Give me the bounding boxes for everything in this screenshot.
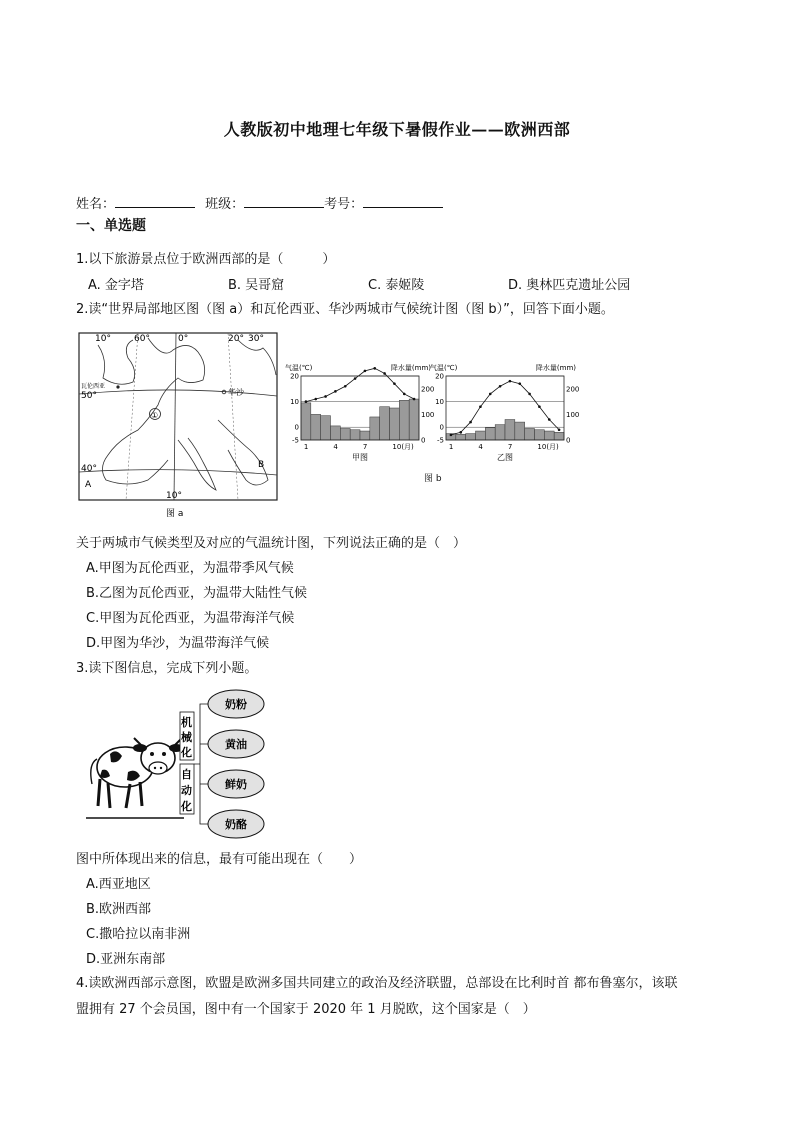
yi-precip-tick: 100 bbox=[566, 410, 580, 419]
q1-stem: 1.以下旅游景点位于欧洲西部的是（ ） bbox=[76, 252, 336, 267]
yi-temp-point bbox=[558, 428, 561, 431]
jia-temp-point bbox=[344, 385, 347, 388]
jia-temp-tick: -5 bbox=[292, 436, 299, 445]
yi-temp-point bbox=[509, 380, 512, 383]
lon-label-0: 0° bbox=[178, 334, 189, 344]
jia-month-tick: 4 bbox=[333, 443, 338, 451]
jia-precip-tick: 100 bbox=[421, 410, 435, 419]
yi-precip-tick: 200 bbox=[566, 385, 580, 394]
jia-precip-bar bbox=[321, 416, 331, 440]
section-heading: 一、单选题 bbox=[76, 218, 146, 234]
warsaw-label: 华沙 bbox=[228, 388, 244, 397]
figure-a-map bbox=[78, 330, 290, 520]
jia-temp-point bbox=[334, 390, 337, 393]
q2-sub-stem: 关于两城市气候类型及对应的气温统计图，下列说法正确的是（ ） bbox=[76, 536, 467, 551]
jia-precip-bar bbox=[301, 403, 311, 440]
chart-yi bbox=[428, 362, 590, 472]
name-label: 姓名： bbox=[76, 197, 116, 212]
valencia-dot bbox=[116, 385, 119, 388]
product-cheese: 奶酪 bbox=[225, 818, 247, 831]
q2-option-c[interactable]: C.甲图为瓦伦西亚，为温带海洋气候 bbox=[86, 611, 295, 626]
jia-precip-bar bbox=[380, 407, 390, 440]
yi-temp-point bbox=[459, 431, 462, 434]
yi-month-tick: 10(月) bbox=[537, 443, 559, 451]
jia-left-axis-label: 气温(℃) bbox=[285, 364, 313, 372]
yi-temp-point bbox=[518, 382, 521, 385]
q3-option-c[interactable]: C.撒哈拉以南非洲 bbox=[86, 927, 191, 942]
q2-option-a[interactable]: A.甲图为瓦伦西亚，为温带季风气候 bbox=[86, 561, 294, 576]
jia-temp-point bbox=[324, 395, 327, 398]
jia-precip-bar bbox=[311, 414, 321, 440]
yi-precip-bar bbox=[456, 434, 466, 440]
name-blank[interactable] bbox=[115, 195, 195, 208]
q4-stem-line-2: 盟拥有 27 个会员国，图中有一个国家于 2020 年 1 月脱欧，这个国家是（ ） bbox=[76, 1002, 536, 1017]
jia-temp-tick: 0 bbox=[294, 423, 299, 432]
q1-option-a[interactable]: A. 金字塔 bbox=[88, 278, 144, 293]
dairy-diagram bbox=[80, 684, 280, 840]
number-blank[interactable] bbox=[363, 195, 443, 208]
jia-temp-point bbox=[373, 367, 376, 370]
class-blank[interactable] bbox=[244, 195, 324, 208]
mechanized-char-3: 化 bbox=[181, 746, 192, 759]
q1-option-c[interactable]: C. 泰姬陵 bbox=[368, 278, 425, 293]
lon-label-10-west: 10° bbox=[95, 334, 111, 344]
jia-month-tick: 7 bbox=[362, 443, 368, 451]
class-label: 班级： bbox=[205, 197, 245, 212]
yi-temp-point bbox=[528, 393, 531, 396]
yi-temp-tick: 20 bbox=[435, 372, 444, 381]
jia-precip-bar bbox=[370, 417, 380, 440]
yi-precip-tick: 0 bbox=[566, 436, 571, 445]
jia-precip-bar bbox=[399, 400, 409, 440]
q2-option-b[interactable]: B.乙图为瓦伦西亚，为温带大陆性气候 bbox=[86, 586, 308, 601]
jia-temp-line bbox=[306, 368, 414, 401]
point-b-label: B bbox=[258, 460, 265, 470]
automated-char-1: 自 bbox=[181, 768, 192, 781]
yi-precip-bar bbox=[544, 431, 554, 440]
jia-title: 甲图 bbox=[352, 453, 368, 462]
yi-precip-bar bbox=[476, 431, 486, 440]
q3-option-b[interactable]: B.欧洲西部 bbox=[86, 902, 152, 917]
yi-temp-point bbox=[548, 418, 551, 421]
lon-label-bottom: 10° bbox=[166, 491, 182, 501]
yi-precip-bar bbox=[525, 428, 535, 440]
q4-stem-line-1: 4.读欧洲西部示意图，欧盟是欧洲多国共同建立的政治及经济联盟，总部设在比利时首 都布鲁塞尔，该联 bbox=[76, 976, 678, 991]
q3-option-d[interactable]: D.亚洲东南部 bbox=[86, 952, 166, 967]
yi-temp-tick: -5 bbox=[437, 436, 444, 445]
yi-temp-tick: 0 bbox=[439, 423, 444, 432]
product-fresh-milk: 鲜奶 bbox=[225, 778, 247, 791]
yi-precip-bar bbox=[466, 434, 476, 440]
jia-temp-point bbox=[354, 377, 357, 380]
q2-stem: 2.读“世界局部地区图（图 a）和瓦伦西亚、华沙两城市气候统计图（图 b）”，回答下面小题。 bbox=[76, 302, 614, 317]
yi-month-tick: 1 bbox=[448, 443, 454, 451]
figure-a-caption: 图 a bbox=[166, 509, 184, 519]
q1-option-d[interactable]: D. 奥林匹克遗址公园 bbox=[508, 278, 631, 293]
map-frame bbox=[79, 333, 277, 500]
chart-jia bbox=[283, 362, 445, 472]
jia-precip-bar bbox=[390, 408, 400, 440]
q2-option-d[interactable]: D.甲图为华沙，为温带海洋气候 bbox=[86, 636, 270, 651]
jia-temp-point bbox=[364, 370, 367, 373]
student-info-line bbox=[76, 193, 443, 212]
jia-precip-tick: 0 bbox=[421, 436, 426, 445]
jia-precip-bar bbox=[350, 430, 360, 440]
jia-temp-point bbox=[314, 398, 317, 401]
valencia-label: 瓦伦西亚 bbox=[81, 383, 106, 390]
product-butter: 黄油 bbox=[225, 738, 247, 751]
automated-char-3: 化 bbox=[181, 800, 192, 813]
lon-label-20: 20° bbox=[228, 334, 244, 344]
lon-label-60: 60° bbox=[134, 334, 150, 344]
q3-sub-stem: 图中所体现出来的信息，最有可能出现在（ ） bbox=[76, 852, 363, 867]
yi-precip-bar bbox=[505, 420, 515, 440]
yi-title: 乙图 bbox=[497, 453, 513, 462]
jia-temp-point bbox=[413, 398, 416, 401]
marker-1-label: ① bbox=[151, 411, 159, 420]
lon-label-30: 30° bbox=[248, 334, 264, 344]
lat-label-50: 50° bbox=[81, 391, 97, 401]
yi-temp-point bbox=[479, 405, 482, 408]
jia-temp-tick: 10 bbox=[290, 398, 299, 407]
point-a-label: A bbox=[85, 480, 92, 490]
yi-precip-bar bbox=[495, 425, 505, 440]
cow-illustration bbox=[91, 738, 183, 808]
yi-precip-bar bbox=[554, 432, 564, 440]
jia-month-tick: 1 bbox=[303, 443, 309, 451]
mechanized-char-1: 机 bbox=[181, 716, 192, 729]
bracket-lines bbox=[194, 704, 208, 824]
yi-temp-point bbox=[450, 434, 453, 437]
yi-temp-tick: 10 bbox=[435, 398, 444, 407]
yi-precip-bar bbox=[535, 430, 545, 440]
yi-temp-point bbox=[538, 405, 541, 408]
jia-precip-tick: 200 bbox=[421, 385, 435, 394]
number-label: 考号： bbox=[324, 197, 364, 212]
jia-temp-point bbox=[403, 393, 406, 396]
yi-temp-point bbox=[499, 385, 502, 388]
page-title: 人教版初中地理七年级下暑假作业——欧洲西部 bbox=[223, 120, 571, 139]
jia-right-axis-label: 降水量(mm) bbox=[390, 364, 431, 372]
yi-temp-point bbox=[469, 421, 472, 424]
jia-temp-tick: 20 bbox=[290, 372, 299, 381]
jia-month-tick: 10(月) bbox=[392, 443, 414, 451]
yi-temp-point bbox=[489, 393, 492, 396]
jia-precip-bar bbox=[340, 428, 350, 440]
yi-right-axis-label: 降水量(mm) bbox=[535, 364, 576, 372]
jia-precip-bar bbox=[331, 426, 341, 440]
q3-stem: 3.读下图信息，完成下列小题。 bbox=[76, 661, 258, 676]
automated-char-2: 动 bbox=[181, 784, 192, 797]
jia-temp-point bbox=[393, 382, 396, 385]
jia-temp-point bbox=[383, 372, 386, 375]
jia-temp-point bbox=[305, 400, 308, 403]
jia-precip-bar bbox=[409, 399, 419, 440]
yi-left-axis-label: 气温(℃) bbox=[430, 364, 458, 372]
q3-option-a[interactable]: A.西亚地区 bbox=[86, 877, 151, 892]
product-milk-powder: 奶粉 bbox=[225, 698, 247, 711]
lat-label-40: 40° bbox=[81, 464, 97, 474]
figure-b-caption: 图 b bbox=[424, 474, 442, 484]
yi-month-tick: 7 bbox=[507, 443, 513, 451]
yi-precip-bar bbox=[485, 428, 495, 440]
mechanized-char-2: 械 bbox=[181, 731, 192, 744]
yi-precip-bar bbox=[515, 422, 525, 440]
yi-month-tick: 4 bbox=[478, 443, 483, 451]
jia-precip-bar bbox=[360, 431, 370, 440]
q1-option-b[interactable]: B. 吴哥窟 bbox=[228, 278, 285, 293]
